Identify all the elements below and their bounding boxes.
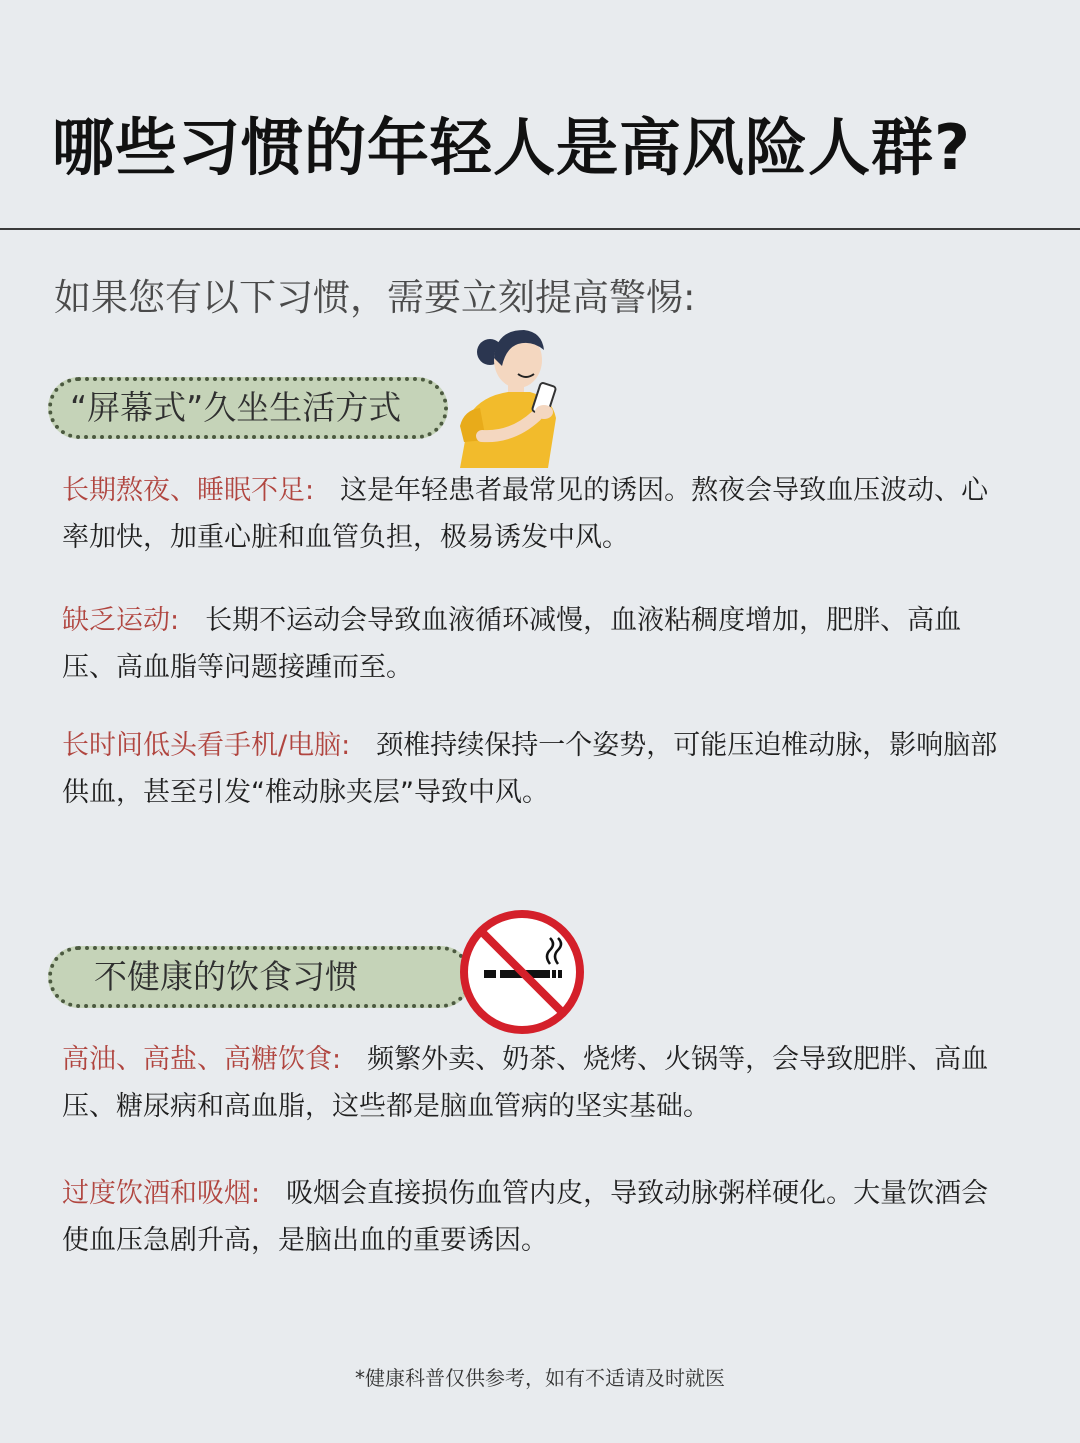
disclaimer-footer: *健康科普仅供参考，如有不适请及时就医 bbox=[355, 1366, 725, 1390]
item-text: 长期不运动会导致血液循环减慢，血液粘稠度增加，肥胖、高血压、高血脂等问题接踵而至。 bbox=[62, 605, 962, 683]
title-divider bbox=[0, 228, 1080, 230]
item-text: 颈椎持续保持一个姿势，可能压迫椎动脉，影响脑部供血，甚至引发“椎动脉夹层”导致中风。 bbox=[62, 730, 998, 808]
item-label: 长时间低头看手机/电脑: bbox=[62, 730, 351, 761]
item-label: 缺乏运动: bbox=[62, 605, 180, 636]
page-title: 哪些习惯的年轻人是高风险人群? bbox=[52, 111, 971, 184]
intro-text: 如果您有以下习惯，需要立刻提高警惕: bbox=[54, 276, 696, 319]
item-looking-down-at-phone bbox=[62, 722, 1012, 816]
item-text: 吸烟会直接损伤血管内皮，导致动脉粥样硬化。大量饮酒会使血压急剧升高，是脑出血的重要诱因。 bbox=[62, 1178, 989, 1256]
item-lack-exercise bbox=[62, 597, 1012, 691]
section-heading-sedentary: “屏幕式”久坐生活方式 bbox=[48, 377, 448, 439]
section-heading-diet: 不健康的饮食习惯 bbox=[48, 946, 472, 1008]
item-label: 长期熬夜、睡眠不足: bbox=[62, 475, 315, 506]
no-smoking-icon bbox=[456, 908, 590, 1038]
item-label: 过度饮酒和吸烟: bbox=[62, 1178, 261, 1209]
item-text: 频繁外卖、奶茶、烧烤、火锅等，会导致肥胖、高血压、糖尿病和高血脂，这些都是脑血管病的坚实基础。 bbox=[62, 1044, 989, 1122]
item-unhealthy-diet bbox=[62, 1036, 1012, 1130]
item-drinking-smoking bbox=[62, 1170, 1012, 1264]
item-label: 高油、高盐、高糖饮食: bbox=[62, 1044, 342, 1075]
woman-with-phone-illustration bbox=[452, 318, 582, 468]
item-text: 这是年轻患者最常见的诱因。熬夜会导致血压波动、心率加快，加重心脏和血管负担，极易诱发中风。 bbox=[62, 475, 989, 553]
item-late-nights bbox=[62, 467, 1012, 561]
